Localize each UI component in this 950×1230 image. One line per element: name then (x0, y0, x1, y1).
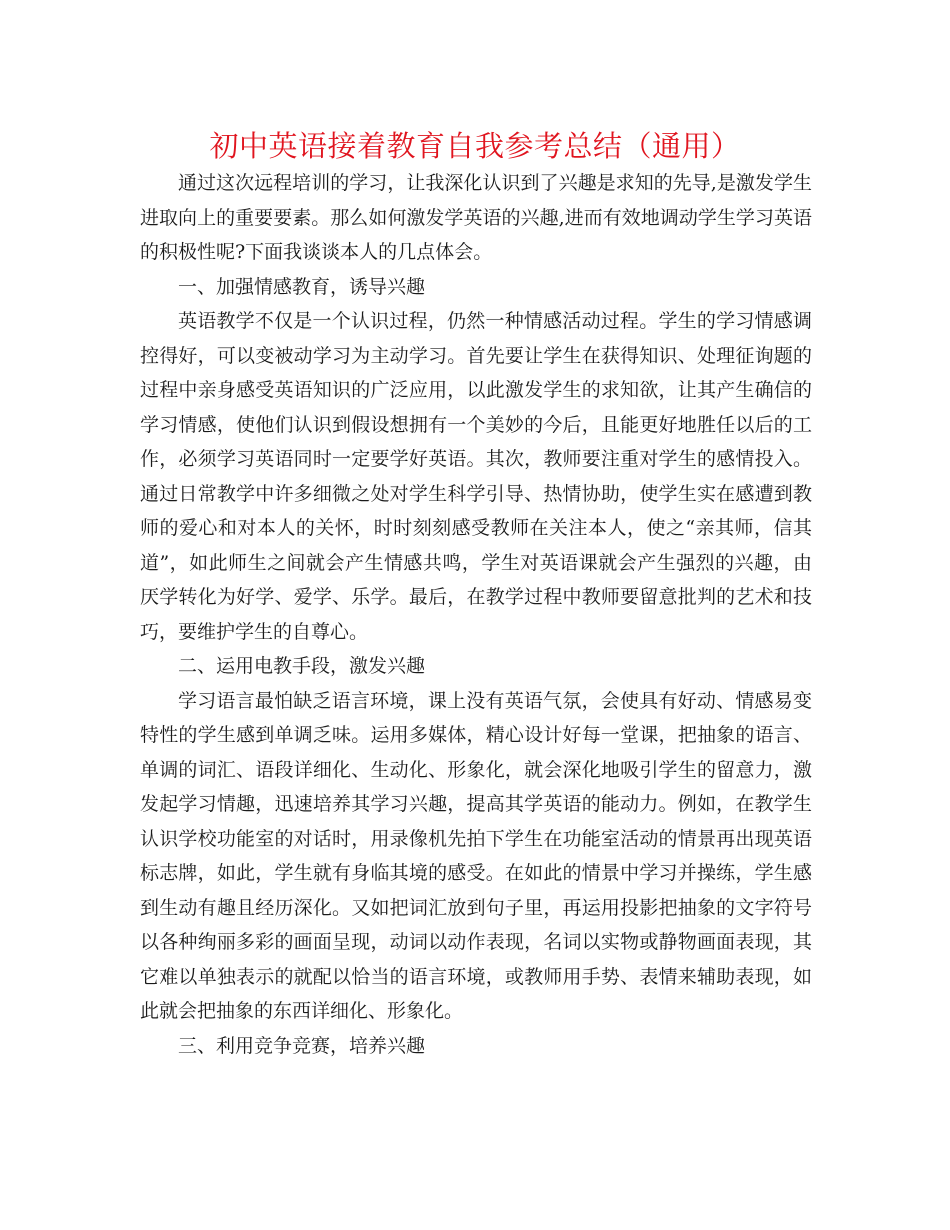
paragraph-intro: 通过这次远程培训的学习，让我深化认识到了兴趣是求知的先导,是激发学生进取向上的重要要素。那么如何激发学英语的兴趣,进而有效地调动学生学习英语的积极性呢?下面我谈谈本人的几点体会。 (140, 172, 812, 263)
paragraph-section-2: 学习语言最怕缺乏语言环境，课上没有英语气氛，会使具有好动、情感易变特性的学生感到单调乏味。运用多媒体，精心设计好每一堂课，把抽象的语言、单调的词汇、语段详细化、生动化、形象化，就会深化地吸引学生的留意力，激发起学习情趣，迅速培养其学习兴趣，提高其学英语的能动力。例如，在教学生认识学校功能室的对话时，用录像机先拍下学生在功能室活动的情景再出现英语标志牌，如此，学生就有身临其境的感受。在如此的情景中学习并操练，学生感到生动有趣且经历深化。又如把词汇放到句子里，再运用投影把抽象的文字符号以各种绚丽多彩的画面呈现，动词以动作表现，名词以实物或静物画面表现，其它难以单独表示的就配以恰当的语言环境，或教师用手势、表情来辅助表现，如此就会把抽象的东西详细化、形象化。 (140, 689, 812, 1022)
section-heading-2: 二、运用电教手段，激发兴趣 (178, 655, 426, 677)
document-body (140, 166, 812, 1063)
section-heading-3: 三、利用竞争竞赛，培养兴趣 (178, 1034, 426, 1057)
section-heading-1: 一、加强情感教育，诱导兴趣 (178, 275, 426, 298)
document-title: 初中英语接着教育自我参考总结（通用） (209, 129, 741, 163)
paragraph-section-1: 英语教学不仅是一个认识过程，仍然一种情感活动过程。学生的学习情感调控得好，可以变被动学习为主动学习。首先要让学生在获得知识、处理征询题的过程中亲身感受英语知识的广泛应用，以此激发学生的求知欲，让其产生确信的学习情感，使他们认识到假设想拥有一个美妙的今后，且能更好地胜任以后的工作，必须学习英语同时一定要学好英语。其次，教师要注重对学生的感情投入。通过日常教学中许多细微之处对学生科学引导、热情协助，使学生实在感遭到教师的爱心和对本人的关怀，时时刻刻感受教师在关注本人，使之“亲其师，信其道”，如此师生之间就会产生情感共鸣，学生对英语课就会产生强烈的兴趣，由厌学转化为好学、爱学、乐学。最后，在教学过程中教师要留意批判的艺术和技巧，要维护学生的自尊心。 (140, 310, 812, 643)
